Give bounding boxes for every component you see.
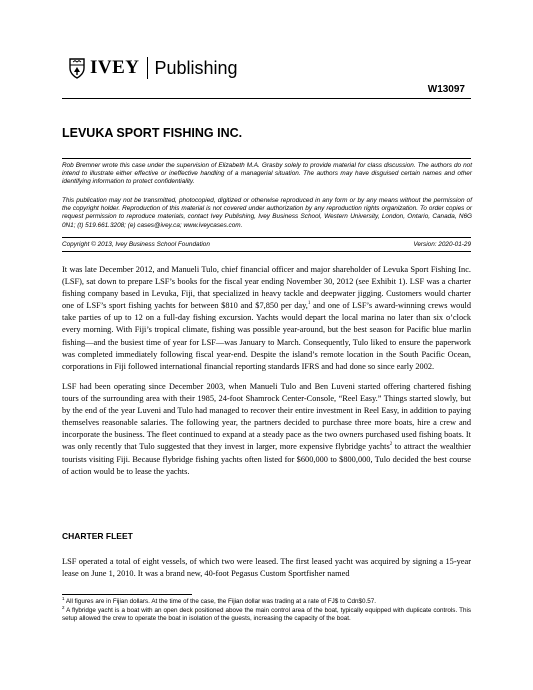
paragraph-text: and one of LSF’s award-winning crews would take parties of up to 12 on a full-day fishing excursion. Yachts would depart the local marina no later than six o’clock every morning. With Fiji’s tropical climate, fishing was possible year-around, but the best season for Pacific blue marlin fishing—and the busiest time of year for LSF—was January to March. Consequently, Tulo liked to ensure the paperwork was completed immediately following fiscal year-end. Despite the island’s remote location in the South Pacific Ocean, corporations in Fiji followed international financial reporting standards IFRS and had done so since early 2002. [62,301,472,371]
paragraph-text: It was late December 2012, and Manueli Tulo, chief financial officer and major shareholder of Levuka Sport Fishing Inc. (LSF), sat down to prepare LSF’s books for the fiscal year ending November 30, 2012 (see Exhibit 1). LSF was a charter fishing company based in Levuka, Fiji, that specialized in heavy tackle and deepwater jigging. Customers would charter one of LSF’s sport fishing yachts for between $810 and $7,850 per day, [62,265,471,311]
footnote-rule [62,594,192,595]
body-paragraph-2 [62,381,471,478]
footnote-mark: 1 [62,595,65,601]
body-paragraph-3: LSF operated a total of eight vessels, of which two were leased. The first leased yacht was acquired by signing a 15-year lease on June 1, 2010. It was a brand new, 40-foot Pegasus Custom Sportfisher named [62,557,471,579]
permission-note: This publication may not be transmitted, photocopied, digitized or otherwise reproduced in any form or by any means without the permission of the copyright holder. Reproduction of this material is not covered under authorization by any reproduction rights organization. To order copies or request permission to reproduce materials, contact Ivey Publishing, Ivey Business School, Western University, London, Ontario, Canada, N6G 0N1; (t) 519.661.3208; (e) cases@ivey.ca; www.iveycases.com. [62,197,472,229]
footnote-ref-1: 1 [307,301,311,307]
authorship-note: Rob Bremner wrote this case under the supervision of Elizabeth M.A. Grasby solely to provide material for class discussion. The authors do not intend to illustrate either effective or ineffective handling of a managerial situation. The authors may have disguised certain names and other identifying information to protect confidentiality. [62,162,472,186]
footnote-2 [62,604,471,623]
case-number: W13097 [427,84,465,95]
section-heading: CHARTER FLEET [62,531,133,541]
case-title: LEVUKA SPORT FISHING INC. [62,126,243,140]
ivey-publishing-logo [68,56,238,80]
footnote-text: All figures are in Fijian dollars. At the time of the case, the Fijian dollar was trading at a rate of FJ$ to Cdn$0.57. [64,598,377,605]
header-rule [62,98,471,99]
footnote-mark: 2 [62,604,65,610]
paragraph-text: to attract the wealthier tourists visiting Fiji. Because flybridge fishing yachts often listed for $600,000 to $800,000, Tulo decided the best course of action would be to lease the yachts. [62,442,471,476]
version-label: Version: 2020-01-29 [413,241,471,248]
crest-icon [68,57,86,79]
paragraph-text: LSF had been operating since December 2003, when Manueli Tulo and Ben Luveni started offering chartered fishing tours of the surrounding area with their 1985, 24-foot Shamrock Center-Console, “Reel Easy.” Things started slowly, but by the end of the year Luveni and Tulo had managed to recover their entire investment in Reel Easy, in addition to paying themselves reasonable salaries. The following year, the partners decided to purchase three more boats, hire a crew and incorporate the business. The fleet continued to expand at a steady pace as the two owners purchased used fishing boats. It was only recently that Tulo suggested that they invest in larger, more expensive flybridge yachts [62,382,471,452]
brand-name: IVEY [90,57,140,78]
footnote-ref-2: 2 [389,442,393,448]
copyright-rule [62,251,471,252]
title-rule [62,158,471,159]
logo-divider [147,57,148,79]
brand-division: Publishing [154,57,238,78]
footnote-text: A flybridge yacht is a boat with an open deck positioned above the main control area of the boat, typically equipped with duplicate controls. This setup allowed the crew to operate the boat in isolation of the guests, increasing the capacity of the boat. [62,607,471,623]
footnote-1 [62,595,471,606]
body-paragraph-1 [62,264,471,373]
notes-rule [62,237,471,238]
copyright-line: Copyright © 2013, Ivey Business School Foundation [62,241,210,248]
